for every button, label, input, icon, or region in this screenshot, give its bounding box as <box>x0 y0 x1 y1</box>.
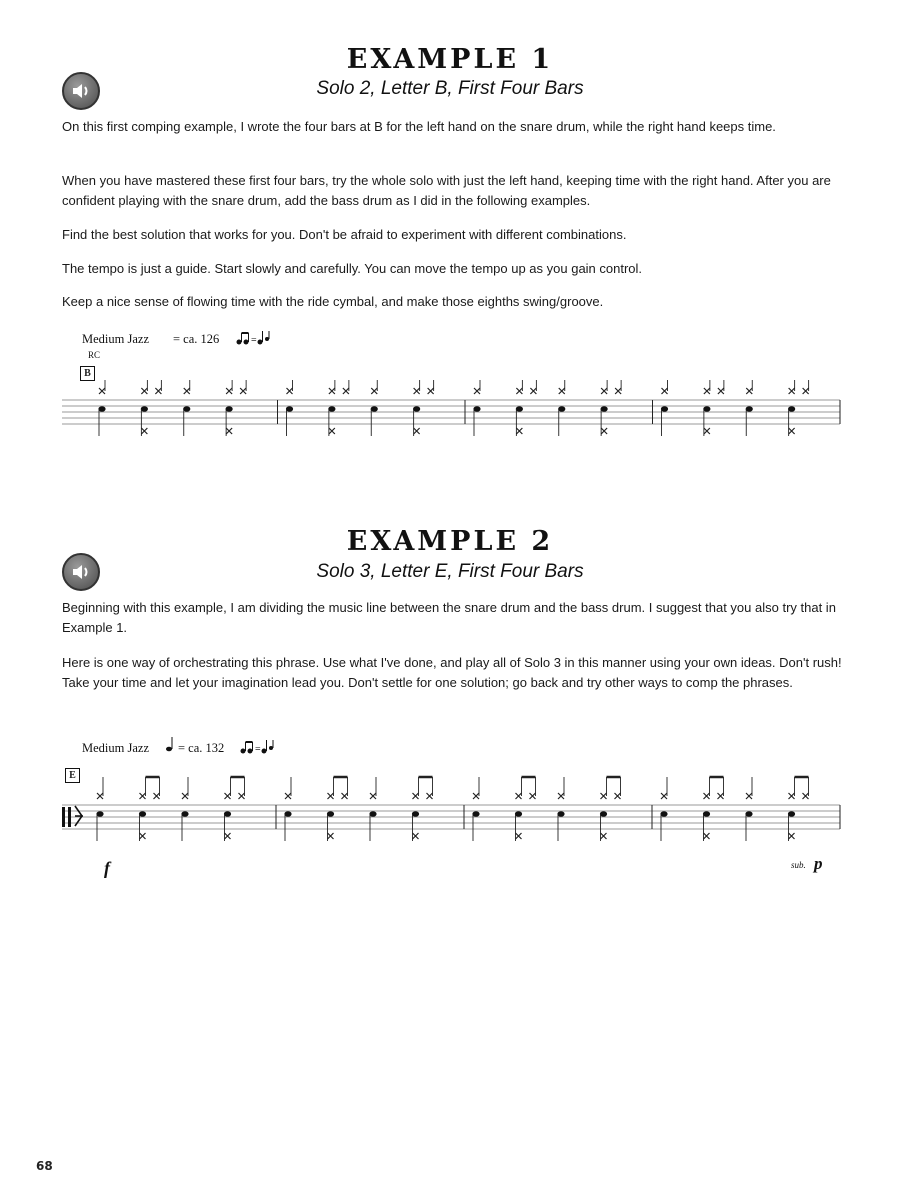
snare-note <box>412 811 419 817</box>
snare-note <box>369 811 376 817</box>
ride-cymbal-note <box>474 388 480 394</box>
ride-cymbal-note <box>704 793 710 799</box>
example-1-paragraph-3: Find the best solution that works for you. Don't be afraid to experiment with different combinations. <box>62 227 627 242</box>
snare-note <box>660 811 667 817</box>
ride-cymbal-note <box>428 388 434 394</box>
ride-cymbal-note <box>427 793 433 799</box>
hi-hat-note <box>516 833 522 839</box>
example-1-paragraph-4: The tempo is just a guide. Start slowly and carefully. You can move the tempo up as you gain control. <box>62 261 643 276</box>
quarter-note-icon <box>164 734 176 754</box>
ride-cymbal-note <box>704 388 710 394</box>
ride-cymbal-note <box>343 388 349 394</box>
ride-cymbal-note <box>329 388 335 394</box>
ride-cymbal-note <box>803 793 809 799</box>
example-1-drum-staff <box>62 380 842 450</box>
example-2-paragraph-1: Beginning with this example, I am dividing the music line between the snare drum and the bass drum. I suggest that you also try that in Example 1. <box>62 600 836 635</box>
ride-cymbal-note <box>746 388 752 394</box>
hi-hat-note <box>789 833 795 839</box>
ride-cymbal-note <box>285 793 291 799</box>
example-2-drum-staff <box>62 775 842 865</box>
ride-cymbal-note <box>661 793 667 799</box>
example-1-paragraph-2: When you have mastered these first four bars, try the whole solo with just the left hand, keeping time with the right hand. After you are confident playing with the snare drum, add the bass drum as I did in the following examples. <box>62 173 831 208</box>
snare-note <box>703 406 710 412</box>
ride-cymbal-note <box>182 793 188 799</box>
ride-cymbal-note <box>342 793 348 799</box>
ride-cymbal-note <box>99 388 105 394</box>
snare-note <box>703 811 710 817</box>
snare-note <box>557 811 564 817</box>
snare-note <box>96 811 103 817</box>
hi-hat-note <box>140 833 146 839</box>
example-2-paragraph-2: Here is one way of orchestrating this phrase. Use what I've done, and play all of Solo 3 in this manner using your own ideas. Don't rush! Take your time and let your imagination lead you. Don't settle for one solution; go back and try other ways to comp the phrases. <box>62 655 842 690</box>
hi-hat-note <box>328 833 334 839</box>
ride-cymbal-note <box>601 388 607 394</box>
ride-cymbal-note <box>473 793 479 799</box>
ride-cymbal-note <box>789 793 795 799</box>
ride-cymbal-note <box>718 388 724 394</box>
snare-note <box>788 811 795 817</box>
rehearsal-mark-e: E <box>65 768 80 783</box>
ride-cymbal-note <box>141 388 147 394</box>
svg-text:=: = <box>255 744 261 755</box>
ride-cymbal-note <box>140 793 146 799</box>
hi-hat-note <box>601 428 607 434</box>
ride-cymbal-note <box>239 793 245 799</box>
hi-hat-note <box>789 428 795 434</box>
example-1-subtitle: Solo 2, Letter B, First Four Bars <box>316 78 584 99</box>
percussion-clef <box>68 807 71 827</box>
ride-cymbal-note <box>516 793 522 799</box>
example-2-tempo-value: = ca. 132 <box>178 741 225 755</box>
snare-note <box>224 811 231 817</box>
hi-hat-note <box>413 833 419 839</box>
example-1-tempo-marking: Medium Jazz <box>82 332 149 346</box>
hi-hat-note <box>704 428 710 434</box>
ride-cymbal-note <box>154 793 160 799</box>
ride-cymbal-note <box>413 793 419 799</box>
ride-cymbal-note <box>240 388 246 394</box>
snare-note <box>472 811 479 817</box>
hi-hat-note <box>226 428 232 434</box>
hi-hat-note <box>601 833 607 839</box>
snare-note <box>98 406 105 412</box>
ride-cymbal-note <box>516 388 522 394</box>
snare-note <box>327 811 334 817</box>
snare-note <box>745 811 752 817</box>
example-1-paragraph-5: Keep a nice sense of flowing time with the ride cymbal, and make those eighths swing/groove. <box>62 294 604 309</box>
snare-note <box>788 406 795 412</box>
ride-cymbal-note <box>662 388 668 394</box>
ride-cymbal-note <box>558 793 564 799</box>
ride-cymbal-note <box>184 388 190 394</box>
ride-cymbal-note <box>789 388 795 394</box>
hi-hat-note <box>225 833 231 839</box>
svg-text:=: = <box>251 335 257 346</box>
snare-note <box>284 811 291 817</box>
ride-cymbal-note <box>287 388 293 394</box>
example-2-tempo-marking: Medium Jazz <box>82 741 149 755</box>
snare-note <box>139 811 146 817</box>
snare-note <box>473 406 480 412</box>
ride-cymbal-note <box>718 793 724 799</box>
example-2-subtitle: Solo 3, Letter E, First Four Bars <box>316 561 584 582</box>
snare-note <box>286 406 293 412</box>
snare-note <box>746 406 753 412</box>
ride-cymbal-note <box>601 793 607 799</box>
snare-note <box>328 406 335 412</box>
snare-note <box>601 406 608 412</box>
swing-eighths-icon <box>233 327 271 347</box>
example-1-tempo-value: = ca. 126 <box>173 332 220 346</box>
swing-eighths-icon <box>237 736 275 756</box>
dynamic-forte: f <box>104 858 110 878</box>
snare-note <box>515 811 522 817</box>
ride-cymbal-note <box>530 793 536 799</box>
dynamic-piano: p <box>814 854 823 873</box>
ride-cymbal-note <box>370 793 376 799</box>
example-2-title: EXAMPLE 2 <box>346 526 554 557</box>
snare-note <box>183 406 190 412</box>
ride-cymbal-note <box>746 793 752 799</box>
snare-note <box>371 406 378 412</box>
ride-cymbal-note <box>615 793 621 799</box>
hi-hat-note <box>329 428 335 434</box>
ride-cymbal-note <box>226 388 232 394</box>
ride-cymbal-note <box>328 793 334 799</box>
ride-cymbal-note <box>615 388 621 394</box>
hi-hat-note <box>141 428 147 434</box>
ride-cymbal-note <box>803 388 809 394</box>
hi-hat-note <box>704 833 710 839</box>
rehearsal-mark-b: B <box>80 366 95 381</box>
snare-note <box>181 811 188 817</box>
snare-note <box>226 406 233 412</box>
snare-note <box>661 406 668 412</box>
snare-note <box>141 406 148 412</box>
ride-cymbal-note <box>414 388 420 394</box>
ride-cymbal-note <box>155 388 161 394</box>
snare-note <box>413 406 420 412</box>
dynamic-subito-label: sub. <box>791 860 806 870</box>
ride-cymbal-label: RC <box>88 350 101 360</box>
snare-note <box>558 406 565 412</box>
ride-cymbal-note <box>225 793 231 799</box>
page-number: 68 <box>36 1159 53 1173</box>
hi-hat-note <box>516 428 522 434</box>
ride-cymbal-note <box>371 388 377 394</box>
ride-cymbal-note <box>559 388 565 394</box>
ride-cymbal-note <box>97 793 103 799</box>
example-1-paragraph-1: On this first comping example, I wrote the four bars at B for the left hand on the snare drum, while the right hand keeps time. <box>62 119 776 134</box>
snare-note <box>516 406 523 412</box>
hi-hat-note <box>414 428 420 434</box>
snare-note <box>600 811 607 817</box>
percussion-clef <box>62 807 65 827</box>
ride-cymbal-note <box>530 388 536 394</box>
example-1-title: EXAMPLE 1 <box>346 44 554 75</box>
